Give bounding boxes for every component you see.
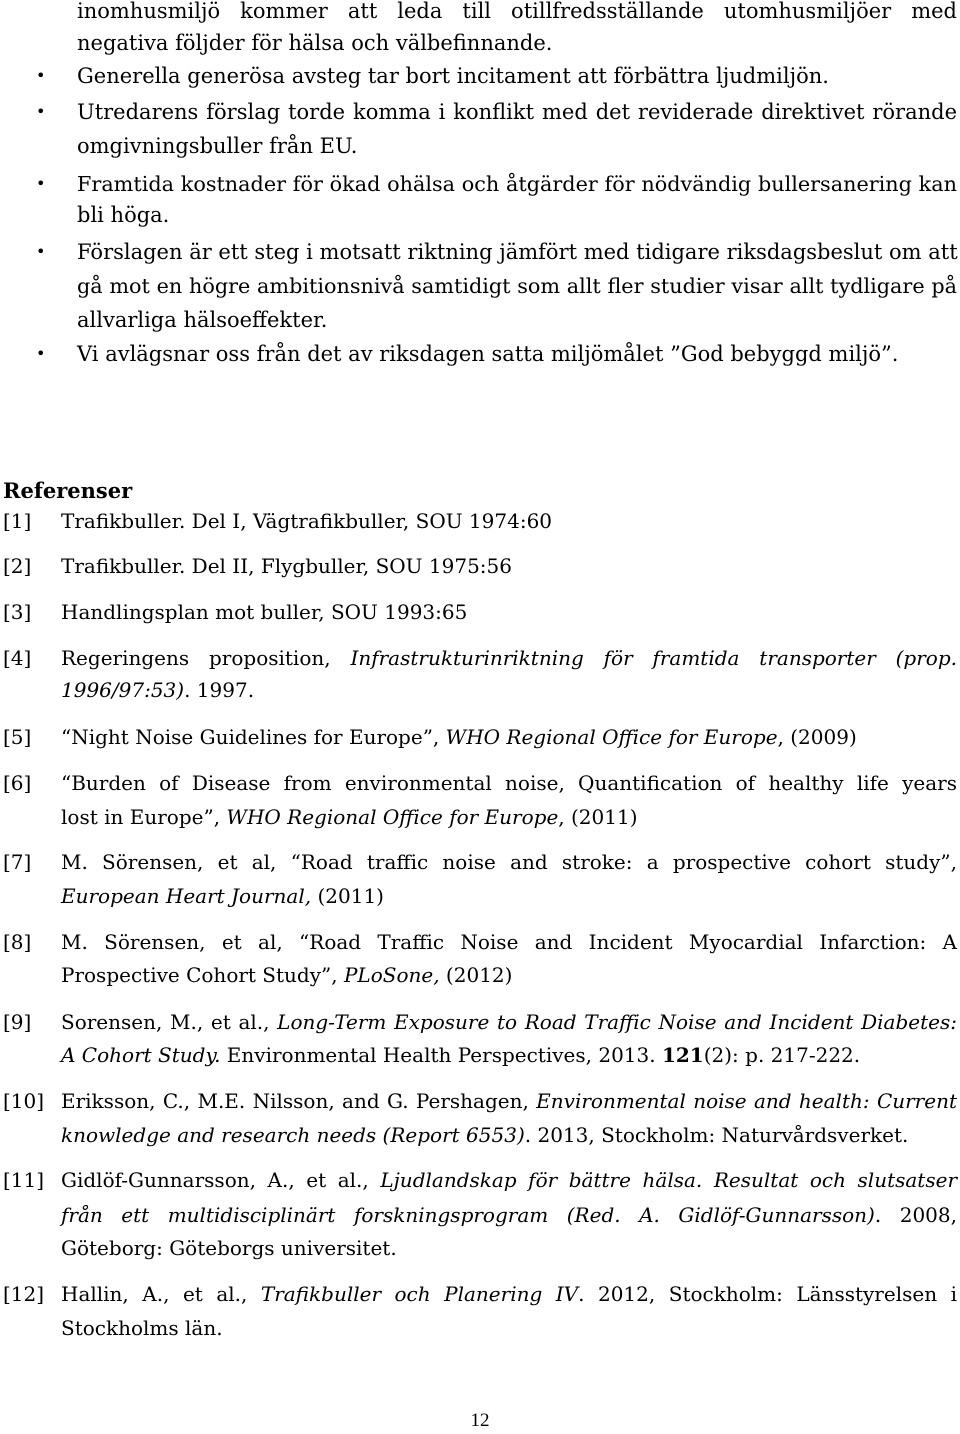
reference-text-continuation: A Cohort Study. Environmental Health Perspectives, 2013. 121(2): p. 217-222. (61, 1043, 861, 1067)
reference-text: M. Sörensen, et al, “Road Traffic Noise and Incident Myocardial Infarction: A (61, 930, 957, 954)
reference-text: Sorensen, M., et al., Long-Term Exposure to Road Traffic Noise and Incident Diabetes: (61, 1010, 957, 1034)
bullet-item-continuation: bli höga. (77, 203, 170, 227)
reference-number: [12] (3, 1282, 45, 1306)
reference-text: Regeringens proposition, Infrastrukturinriktning för framtida transporter (prop. (61, 646, 957, 670)
reference-text: Hallin, A., et al., Trafikbuller och Planering IV. 2012, Stockholm: Länsstyrelsen i (61, 1282, 957, 1306)
reference-text: Trafikbuller. Del II, Flygbuller, SOU 1975:56 (61, 554, 512, 578)
bullet-item: Förslagen är ett steg i motsatt riktning jämfört med tidigare riksdagsbeslut om att (77, 240, 958, 264)
reference-number: [11] (3, 1168, 45, 1192)
reference-text-continuation: Stockholms län. (61, 1316, 223, 1340)
reference-text-continuation: Göteborg: Göteborgs universitet. (61, 1236, 397, 1260)
reference-text: Handlingsplan mot buller, SOU 1993:65 (61, 600, 468, 624)
reference-text: “Burden of Disease from environmental noise, Quantification of healthy life years (61, 771, 957, 795)
reference-number: [1] (3, 509, 32, 533)
paragraph-line: inomhusmiljö kommer att leda till otillfredsställande utomhusmiljöer med (77, 0, 957, 23)
bullet-item-continuation: omgivningsbuller från EU. (77, 134, 358, 158)
reference-number: [5] (3, 725, 32, 749)
paragraph-line: negativa följder för hälsa och välbefinnande. (77, 31, 553, 55)
reference-number: [10] (3, 1089, 45, 1113)
reference-text-continuation: Prospective Cohort Study”, PLoSone, (2012) (61, 963, 513, 987)
reference-text-continuation: 1996/97:53). 1997. (61, 678, 255, 702)
references-heading: Referenser (3, 478, 133, 503)
reference-number: [7] (3, 850, 32, 874)
reference-text: Trafikbuller. Del I, Vägtrafikbuller, SOU 1974:60 (61, 509, 553, 533)
bullet-item: Vi avlägsnar oss från det av riksdagen satta miljömålet ”God bebyggd miljö”. (77, 342, 899, 366)
bullet-icon: • (36, 102, 46, 121)
bullet-icon: • (36, 174, 46, 193)
bullet-icon: • (36, 344, 46, 363)
reference-number: [9] (3, 1010, 32, 1034)
reference-number: [3] (3, 600, 32, 624)
reference-text: Eriksson, C., M.E. Nilsson, and G. Pershagen, Environmental noise and health: Current (61, 1089, 957, 1113)
reference-text: “Night Noise Guidelines for Europe”, WHO Regional Office for Europe, (2009) (61, 725, 857, 749)
bullet-item: Generella generösa avsteg tar bort incitament att förbättra ljudmiljön. (77, 64, 829, 88)
bullet-item: Utredarens förslag torde komma i konflikt med det reviderade direktivet rörande (77, 100, 957, 124)
reference-number: [8] (3, 930, 32, 954)
reference-number: [2] (3, 554, 32, 578)
reference-text: M. Sörensen, et al, “Road traffic noise and stroke: a prospective cohort study”, (61, 850, 957, 874)
page-number: 12 (470, 1410, 490, 1431)
bullet-item-continuation: gå mot en högre ambitionsnivå samtidigt som allt fler studier visar allt tydligare på (77, 274, 957, 298)
bullet-icon: • (36, 66, 46, 85)
bullet-item-continuation: allvarliga hälsoeffekter. (77, 308, 328, 332)
reference-number: [6] (3, 771, 32, 795)
reference-text-continuation: European Heart Journal, (2011) (61, 884, 384, 908)
reference-text-continuation: lost in Europe”, WHO Regional Office for Europe, (2011) (61, 805, 638, 829)
reference-text-continuation: från ett multidisciplinärt forskningsprogram (Red. A. Gidlöf-Gunnarsson). 2008, (61, 1203, 957, 1227)
reference-text-continuation: knowledge and research needs (Report 6553). 2013, Stockholm: Naturvårdsverket. (61, 1123, 909, 1147)
bullet-icon: • (36, 242, 46, 261)
reference-number: [4] (3, 646, 32, 670)
bullet-item: Framtida kostnader för ökad ohälsa och åtgärder för nödvändig bullersanering kan (77, 172, 957, 196)
reference-text: Gidlöf-Gunnarsson, A., et al., Ljudlandskap för bättre hälsa. Resultat och slutsatser (61, 1168, 958, 1192)
